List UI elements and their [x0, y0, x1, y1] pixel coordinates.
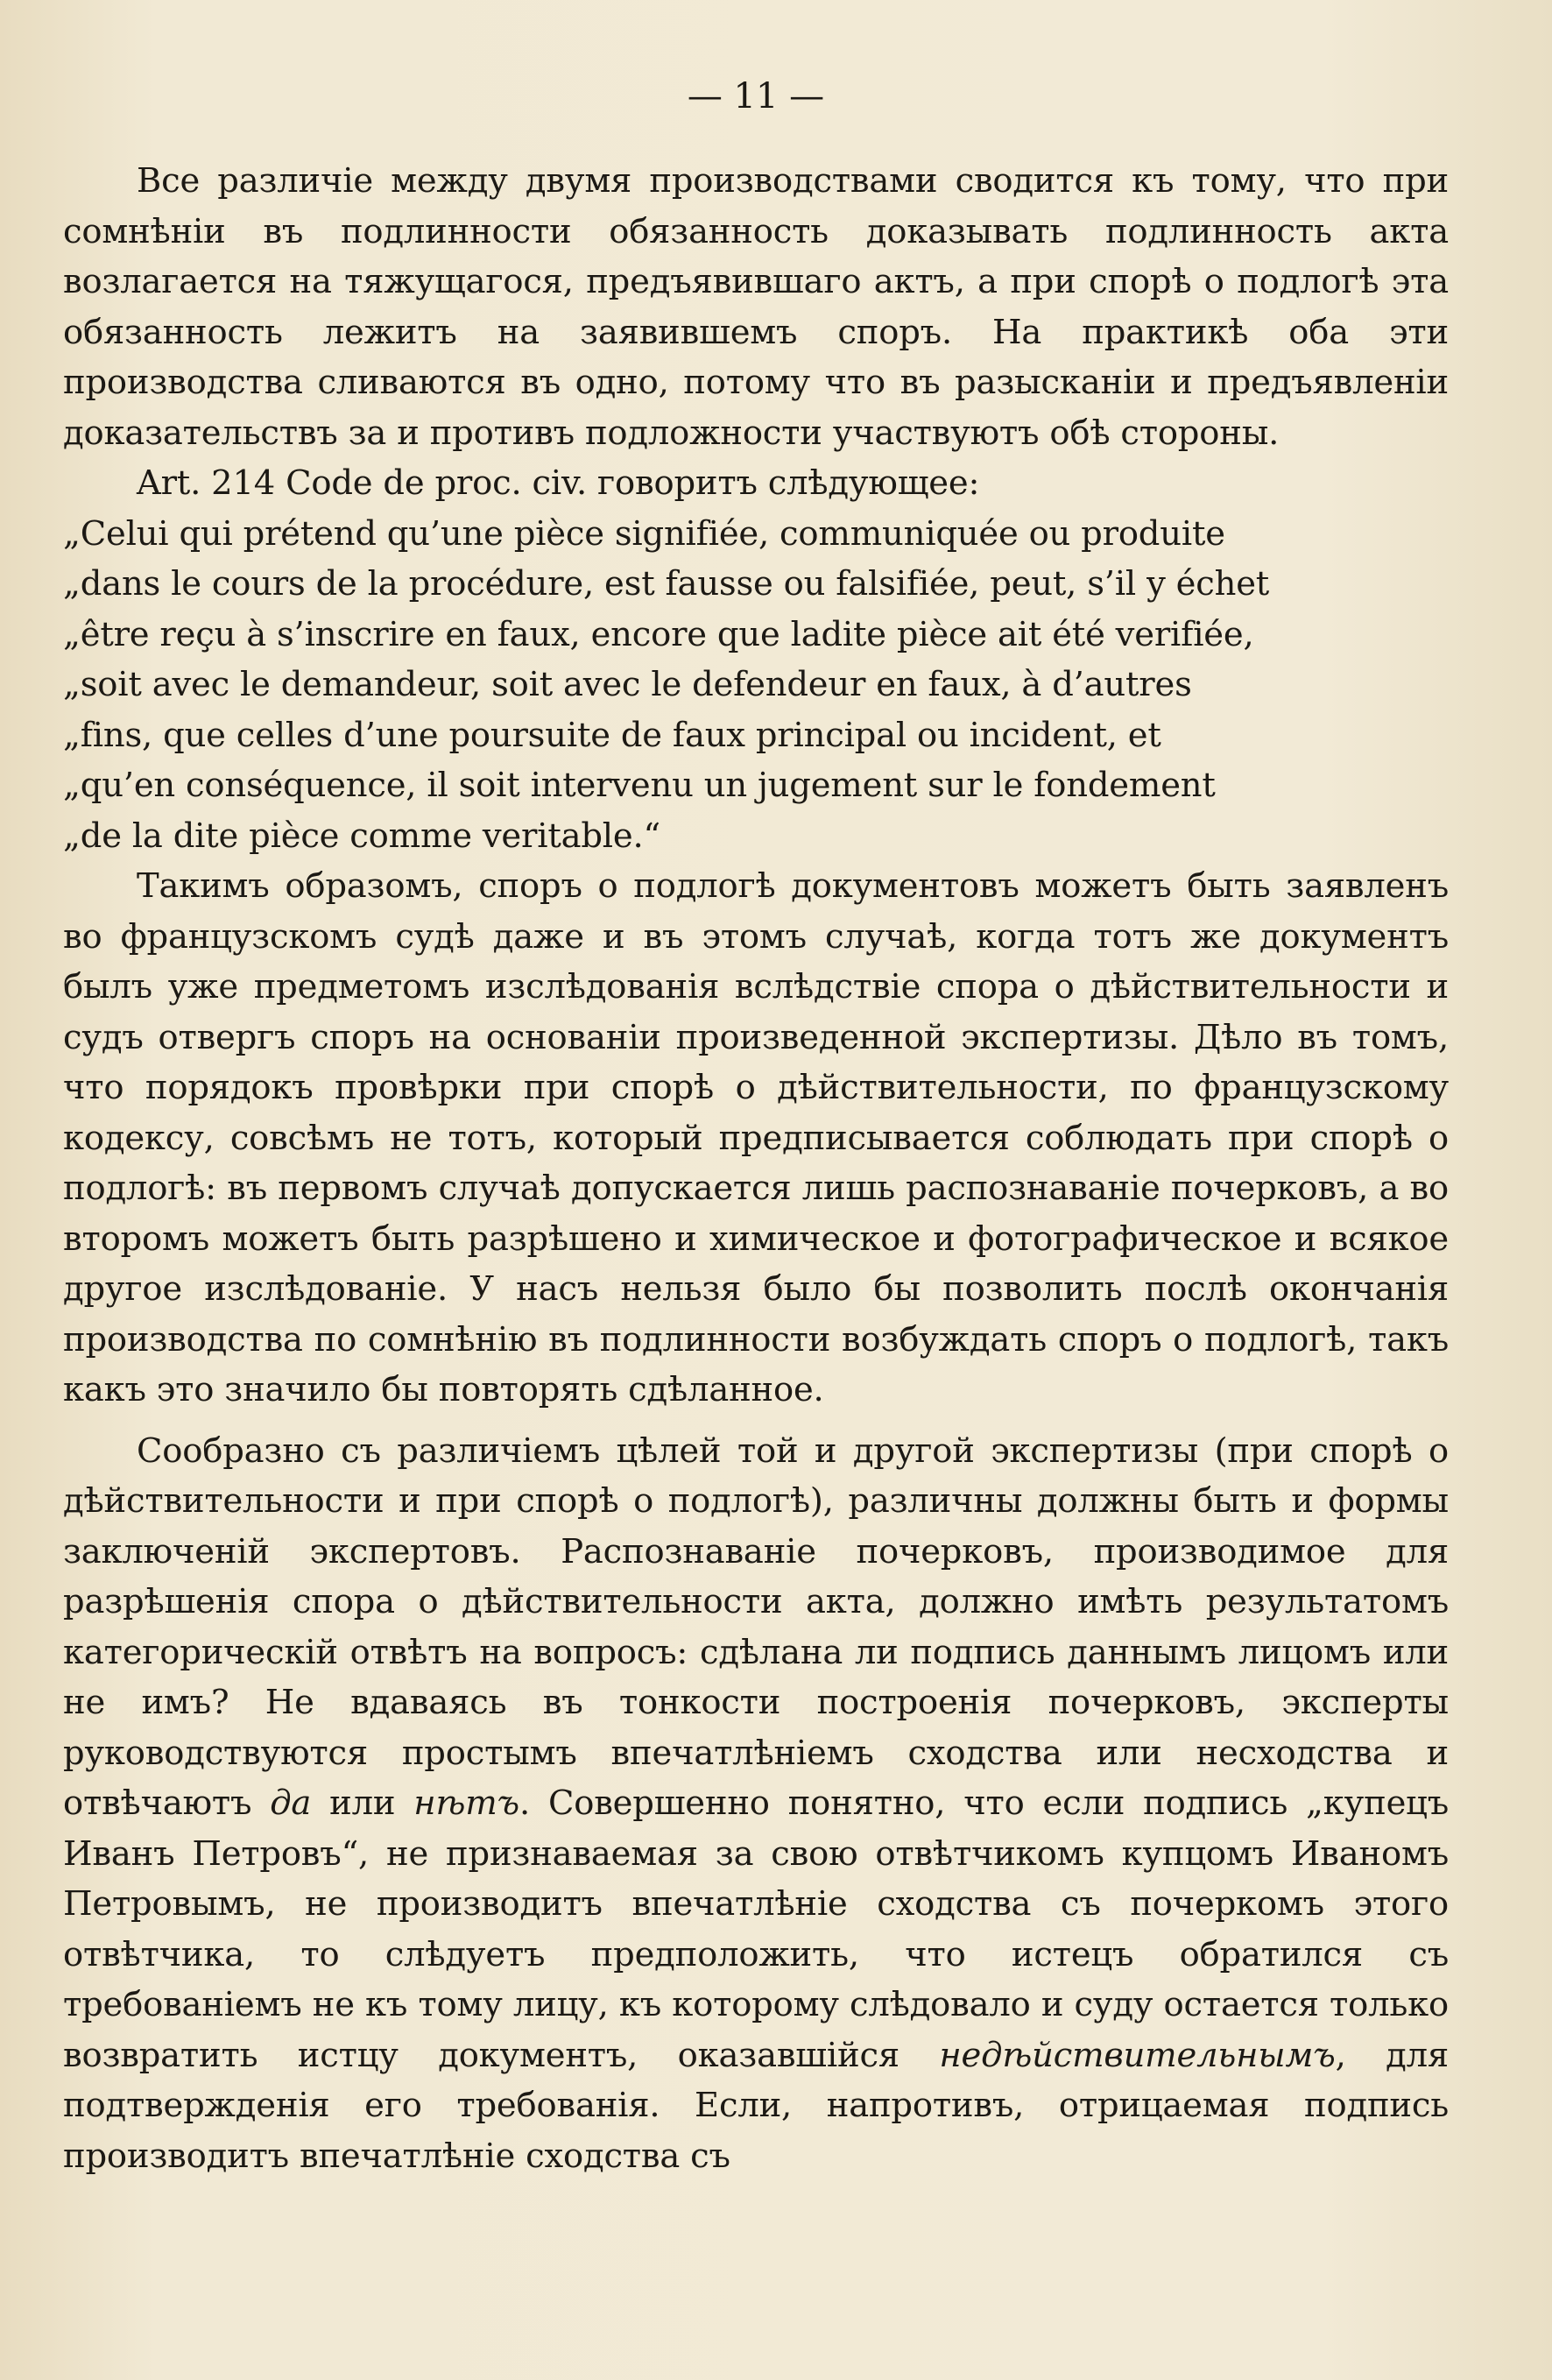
page-body — [63, 156, 1449, 2181]
quote-line: „soit avec le demandeur, soit avec le defendeur en faux, à d’autres — [63, 665, 1192, 704]
quote-line: „fins, que celles d’une poursuite de faux principal ou incident, et — [63, 715, 1161, 755]
page-number: — 11 — — [687, 76, 825, 117]
quote-line: „dans le cours de la procédure, est fausse ou falsifiée, peut, s’il y échet — [63, 564, 1270, 604]
text-run: . Совершенно понятно, что если подпись „купецъ Иванъ Петровъ“, не признаваемая за свою отвѣтчикомъ купцомъ Иваномъ Петровымъ, не производитъ впечатлѣніе сходства съ почеркомъ этого отвѣтчика, то слѣдуетъ предположить, что истецъ обратился съ требованіемъ не къ тому лицу, къ которому слѣдовало и суду остается только возвратить истцу документъ, оказавшійся — [63, 1783, 1450, 2075]
quote-line: „être reçu à s’inscrire en faux, encore que ladite pièce ait été verifiée, — [63, 614, 1254, 654]
quote-line: „qu’en conséquence, il soit intervenu un jugement sur le fondement — [63, 766, 1216, 805]
text-run: Сообразно съ различіемъ цѣлей той и другой экспертизы (при спорѣ о дѣйствительности и при спорѣ о подлогѣ), различны должны быть и формы заключеній экспертовъ. Распознаваніе почерковъ, производимое для разрѣшенія спора о дѣйствительности акта, должно имѣть результатомъ категорическій отвѣтъ на вопросъ: сдѣлана ли подпись даннымъ лицомъ или не имъ? Не вдаваясь въ тонкости построенія почерковъ, эксперты руководствуются простымъ впечатлѣніемъ сходства или несходства и отвѣчаютъ — [63, 1430, 1449, 1823]
code-quote — [63, 509, 1449, 862]
paragraph: Такимъ образомъ, споръ о подлогѣ документовъ можетъ быть заявленъ во французскомъ судѣ даже и въ этомъ случаѣ, когда тотъ же документъ былъ уже предметомъ изслѣдованія вслѣдствіе спора о дѣйствительности и судъ отвергъ споръ на основаніи произведенной экспертизы. Дѣло въ томъ, что порядокъ провѣрки при спорѣ о дѣйствительности, по французскому кодексу, совсѣмъ не тотъ, который предписывается соблюдать при спорѣ о подлогѣ: въ первомъ случаѣ допускается лишь распознаваніе почерковъ, а во второмъ можетъ быть разрѣшено и химическое и фотографическое и всякое другое изслѣдованіе. У насъ нельзя было бы позволить послѣ окончанія производства по сомнѣнію въ подлинности возбуждать споръ о подлогѣ, такъ какъ это значило бы повторять сдѣланное. — [63, 866, 1449, 1409]
paragraph — [63, 1426, 1449, 2182]
text-run: или — [311, 1783, 414, 1823]
paragraph: Art. 214 Code de proc. civ. говоритъ слѣдующее: — [137, 463, 980, 503]
text-run: , для подтвержденія его требованія. Если, напротивъ, отрицаемая подпись производитъ впечатлѣніе сходства съ — [63, 2035, 1449, 2176]
paragraph: Все различіе между двумя производствами сводится къ тому, что при сомнѣніи въ подлинности обязанность доказывать подлинность акта возлагается на тяжущагося, предъявившаго актъ, а при спорѣ о подлогѣ эта обязанность лежитъ на заявившемъ споръ. На практикѣ оба эти производства сливаются въ одно, потому что въ разысканіи и предъявленіи доказательствъ за и противъ подложности участвуютъ обѣ стороны. — [63, 161, 1449, 453]
italic-word: недѣйствительнымъ — [939, 2035, 1336, 2075]
quote-line: „de la dite pièce comme veritable.“ — [63, 816, 661, 856]
quote-line: „Celui qui prétend qu’une pièce signifiée, communiquée ou produite — [63, 513, 1225, 554]
italic-word: да — [270, 1783, 312, 1823]
italic-word: нѣтъ — [413, 1783, 519, 1823]
